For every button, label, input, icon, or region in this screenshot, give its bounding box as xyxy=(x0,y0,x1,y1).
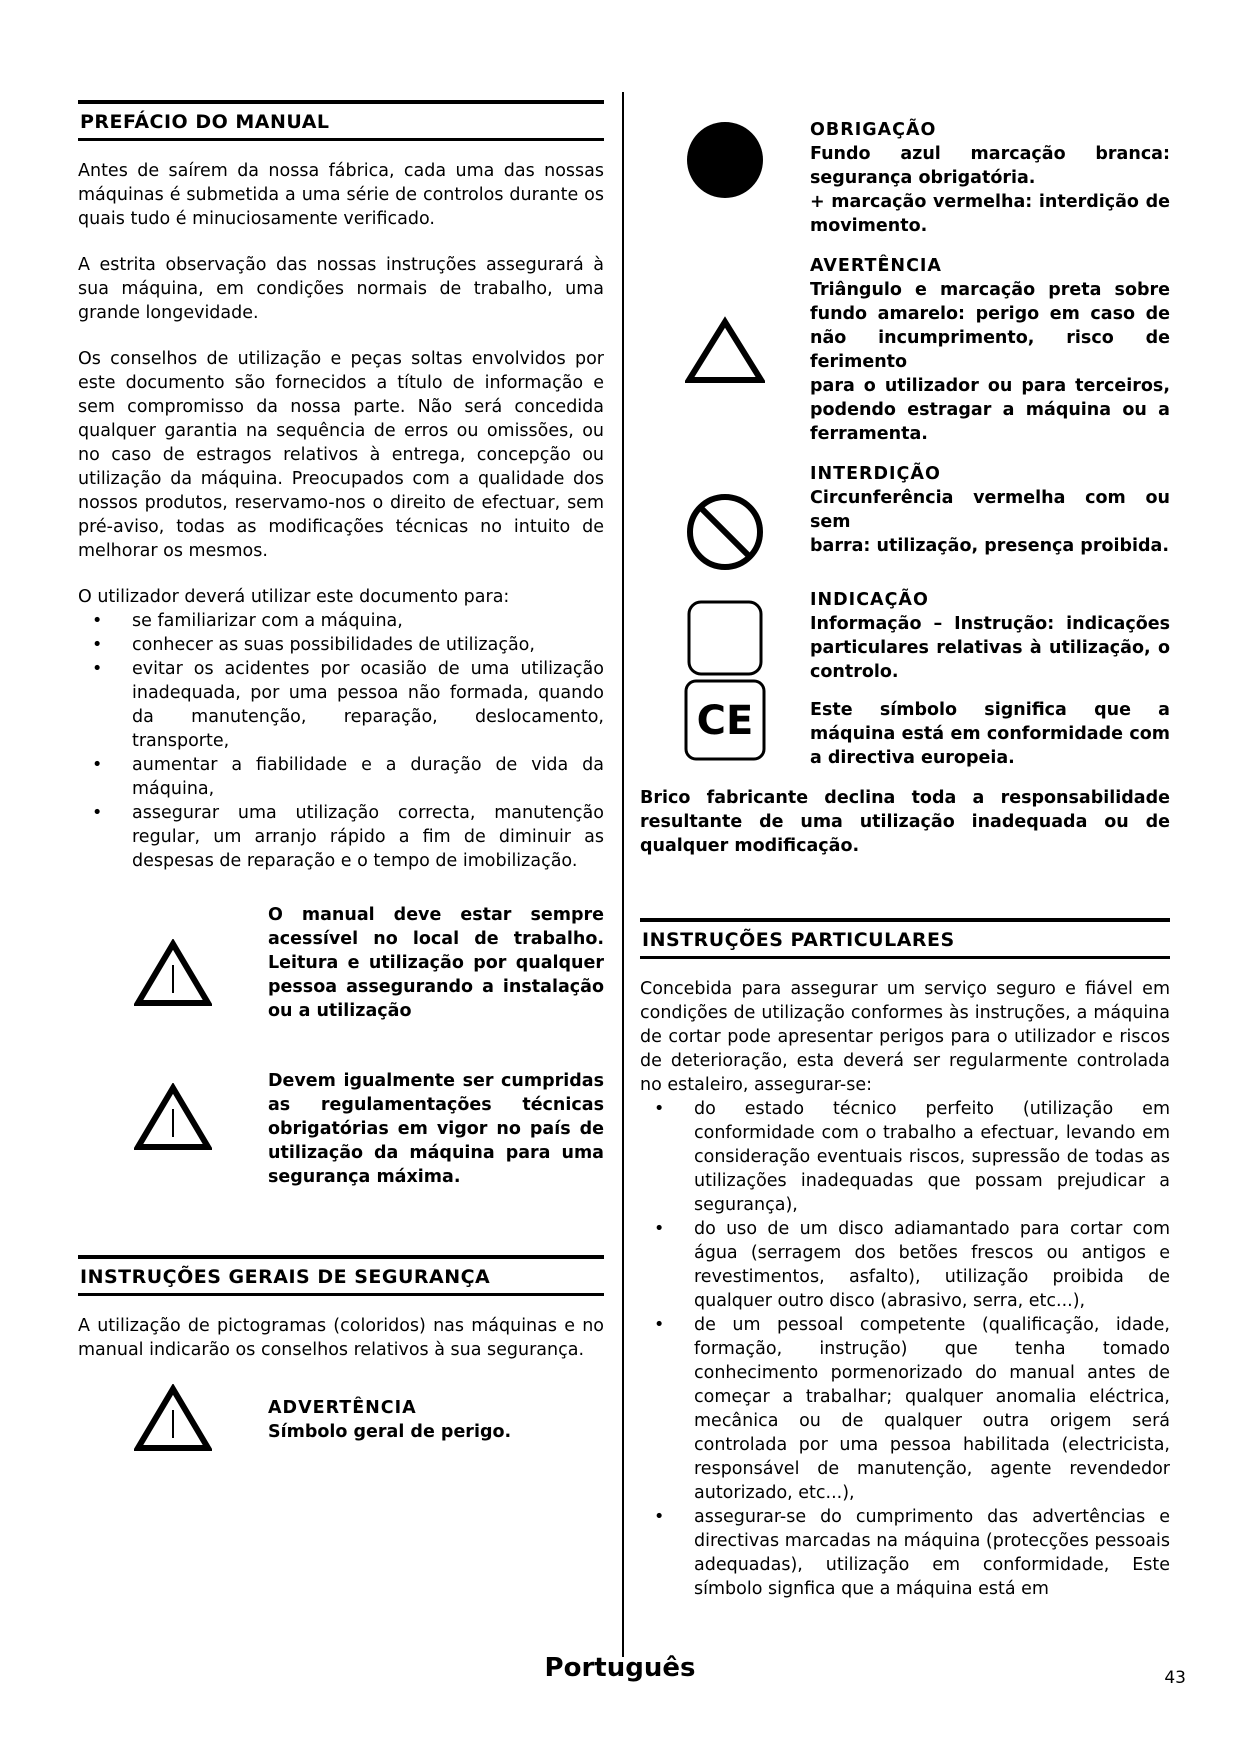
prohibition-icon xyxy=(685,492,765,572)
warning-text-manual: O manual deve estar sempre acessível no local de trabalho. Leitura e utilização por qualquer pessoa assegurando a instalação ou a utilização xyxy=(268,905,604,1021)
symbol-interdicao xyxy=(640,462,1170,572)
symbol-ce xyxy=(640,698,1170,770)
preface-bullet-list xyxy=(78,609,604,873)
section-title-preface: PREFÁCIO DO MANUAL xyxy=(78,100,604,141)
list-item: • assegurar uma utilização correcta, manutenção regular, um arranjo rápido a fim de diminuir as despesas de reparação e o tempo de imobilização. xyxy=(78,801,604,873)
symbol-description: Informação – Instrução: indicações particulares relativas à utilização, o controlo. xyxy=(810,614,1170,682)
warning-triangle-icon xyxy=(134,1384,212,1452)
symbol-title: OBRIGAÇÃO xyxy=(810,120,937,140)
section-title-particular: INSTRUÇÕES PARTICULARES xyxy=(640,918,1170,959)
right-column xyxy=(640,118,1170,1601)
list-item: • de um pessoal competente (qualificação, idade, formação, instrução) que tenha tomado conhecimento pormenorizado do manual antes de começar a trabalhar; qualquer anomalia eléctrica, mecânica ou de qualquer outra origem será controlada por uma pessoa habilitada (electricista, responsável de manutenção, agente revendedor autorizado, etc...), xyxy=(640,1313,1170,1505)
symbol-description: Este símbolo significa que a máquina está em conformidade com a directiva europeia. xyxy=(810,700,1170,768)
disclaimer-text: Brico fabricante declina toda a responsabilidade resultante de uma utilização inadequada ou de qualquer modificação. xyxy=(640,788,1170,856)
advertencia-block xyxy=(78,1384,604,1452)
rounded-square-icon xyxy=(685,598,765,678)
warning-text-regulations: Devem igualmente ser cumpridas as regulamentações técnicas obrigatórias em vigor no país de utilização da máquina para uma segurança máxima. xyxy=(268,1071,604,1187)
column-divider xyxy=(622,92,624,1657)
symbol-title: AVERTÊNCIA xyxy=(810,256,942,276)
symbol-description: Circunferência vermelha com ou sem barra: utilização, presença proibida. xyxy=(810,488,1170,556)
advertencia-title: ADVERTÊNCIA xyxy=(268,1398,417,1418)
section-title-general-safety: INSTRUÇÕES GERAIS DE SEGURANÇA xyxy=(78,1255,604,1296)
general-paragraph: A utilização de pictogramas (coloridos) nas máquinas e no manual indicarão os conselhos relativos à sua segurança. xyxy=(78,1316,604,1360)
particular-bullet-list xyxy=(640,1097,1170,1601)
symbol-indicacao xyxy=(640,588,1170,684)
svg-text:CE: CE xyxy=(696,698,754,744)
warning-triangle-icon xyxy=(134,1083,212,1151)
warning-manual-access xyxy=(78,903,604,1023)
list-item: • assegurar-se do cumprimento das advertências e directivas marcadas na máquina (protecções pessoais adequadas), utilização em conformidade, Este símbolo signfica que a máquina está em xyxy=(640,1505,1170,1601)
symbol-obrigacao xyxy=(640,118,1170,238)
symbol-description: Triângulo e marcação preta sobre fundo amarelo: perigo em caso de não incumprimento, risco de ferimento para o utilizador ou para terceiros, podendo estragar a máquina ou a ferramenta. xyxy=(810,280,1170,444)
list-item: • se familiarizar com a máquina, xyxy=(78,609,604,633)
preface-paragraph-3: Os conselhos de utilização e peças soltas envolvidos por este documento são fornecidos a título de informação e sem compromisso da nossa parte. Não será concedida qualquer garantia na sequência de erros ou omissões, ou no caso de estragos relativos à entrega, concepção ou utilização da máquina. Preocupados com a qualidade dos nossos produtos, reservamo-nos o direito de efectuar, sem pré-aviso, todas as modificações técnicas no intuito de melhorar os mesmos. xyxy=(78,349,604,561)
warning-triangle-icon xyxy=(134,939,212,1007)
list-item: • do estado técnico perfeito (utilização em conformidade com o trabalho a efectuar, levando em consideração eventuais riscos, supressão de todas as utilizações inadequadas que possam prejudicar a segurança), xyxy=(640,1097,1170,1217)
page-number: 43 xyxy=(1164,1668,1186,1688)
warning-regulations xyxy=(78,1069,604,1189)
list-item: • conhecer as suas possibilidades de utilização, xyxy=(78,633,604,657)
symbol-title: INDICAÇÃO xyxy=(810,590,929,610)
list-item: • aumentar a fiabilidade e a duração de vida da máquina, xyxy=(78,753,604,801)
advertencia-text: Símbolo geral de perigo. xyxy=(268,1422,512,1442)
particular-paragraph: Concebida para assegurar um serviço seguro e fiável em condições de utilização conformes às instruções, a máquina de cortar pode apresentar perigos para o utilizador e riscos de deterioração, esta deverá ser regularmente controlada no estaleiro, assegurar-se: xyxy=(640,979,1170,1095)
filled-circle-icon xyxy=(685,120,765,200)
left-column xyxy=(78,100,604,1452)
triangle-icon xyxy=(685,316,765,386)
preface-paragraph-4: O utilizador deverá utilizar este documento para: xyxy=(78,587,510,607)
list-item: • do uso de um disco adiamantado para cortar com água (serragem dos betões frescos ou antigos e revestimentos, asfalto), utilização proibida de qualquer outro disco (abrasivo, serra, etc...), xyxy=(640,1217,1170,1313)
preface-paragraph-2: A estrita observação das nossas instruções assegurará à sua máquina, em condições normais de trabalho, uma grande longevidade. xyxy=(78,255,604,323)
symbol-avertencia xyxy=(640,254,1170,446)
symbol-title: INTERDIÇÃO xyxy=(810,464,941,484)
ce-mark-icon xyxy=(683,678,767,762)
footer-language: Português xyxy=(544,1653,696,1683)
symbol-description: Fundo azul marcação branca: segurança obrigatória. + marcação vermelha: interdição de movimento. xyxy=(810,144,1170,236)
preface-paragraph-1: Antes de saírem da nossa fábrica, cada uma das nossas máquinas é submetida a uma série de controlos durante os quais tudo é minuciosamente verificado. xyxy=(78,161,604,229)
list-item: • evitar os acidentes por ocasião de uma utilização inadequada, por uma pessoa não formada, quando da manutenção, reparação, deslocamento, transporte, xyxy=(78,657,604,753)
